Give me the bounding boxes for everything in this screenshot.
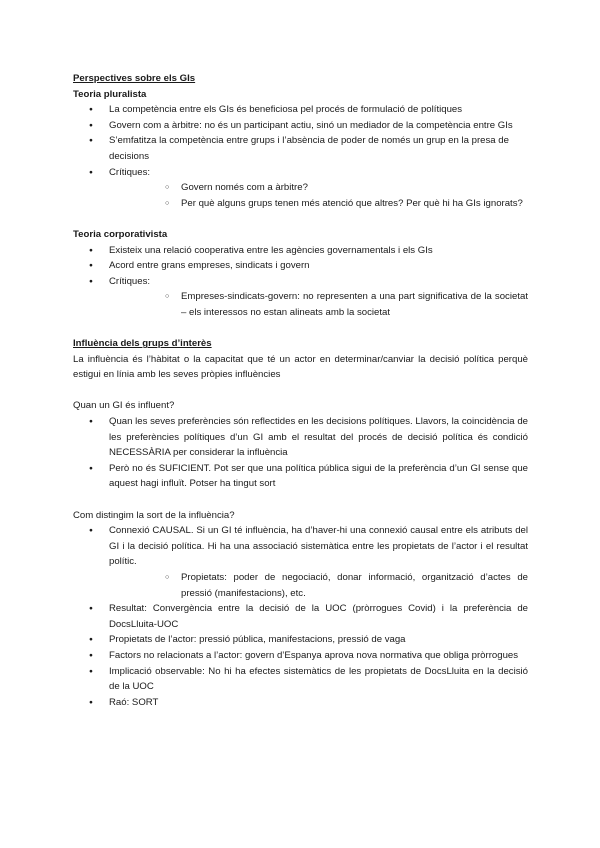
causal-connection-text: Connexió CAUSAL. Si un GI té influència, ha d’haver-hi una connexió causal entre els atributs del GI i la decisió política. Hi ha una associació sistemàtica entre les propietats de l’actor i el resultat polític.: [109, 525, 528, 568]
sub-list-item: ○ Propietats: poder de negociació, donar informació, organització d’actes de pressió (manifestacions), etc.: [145, 570, 528, 601]
when-influential-list: [73, 414, 528, 492]
pluralist-list: [73, 102, 528, 211]
sub-list-item: ○ Per què alguns grups tenen més atenció que altres? Per què hi ha GIs ignorats?: [145, 196, 528, 212]
section-heading-perspectives: Perspectives sobre els GIs: [73, 73, 196, 84]
list-item: [73, 523, 528, 601]
critiques-label: Crítiques:: [109, 275, 151, 287]
how-distinguish-list: [73, 523, 528, 710]
list-item: [73, 274, 528, 321]
list-item: ● Existeix una relació cooperativa entre les agències governamentals i els GIs: [73, 243, 528, 259]
sub-list-item: ○ Govern només com a àrbitre?: [145, 180, 528, 196]
list-item: ● Implicació observable: No hi ha efectes sistemàtics de les propietats de DocsLluita en la decisió de la UOC: [73, 664, 528, 695]
corporatist-list: [73, 243, 528, 321]
corporatist-critiques-list: [145, 289, 528, 320]
list-item: ● Propietats de l’actor: pressió pública, manifestacions, pressió de vaga: [73, 632, 528, 648]
list-item: ● Però no és SUFICIENT. Pot ser que una política pública sigui de la preferència d’un GI sense que aquest hagi influït. Potser ha tingut sort: [73, 461, 528, 492]
list-item: ● Quan les seves preferències són reflectides en les decisions polítiques. Llavors, la coincidència de les preferències polítiques d’un GI amb el resultat del procés de decisió política és condició NECESSÀRIA per considerar la influència: [73, 414, 528, 461]
properties-sub-list: [145, 570, 528, 601]
list-item: ● Govern com a àrbitre: no és un participant actiu, sinó un mediador de la competència entre GIs: [73, 118, 528, 134]
list-item: ● La competència entre els GIs és beneficiosa pel procés de formulació de polítiques: [73, 102, 528, 118]
list-item: ● Factors no relacionats a l’actor: govern d’Espanya aprova nova normativa que obliga pròrrogues: [73, 648, 528, 664]
sub-list-item: ○ Empreses-sindicats-govern: no representen a una part significativa de la societat – els interessos no estan alineats amb la societat: [145, 289, 528, 320]
subheading-corporatist: Teoria corporativista: [73, 228, 168, 240]
list-item: ● S’emfatitza la competència entre grups i l’absència de poder de només un grup en la presa de decisions: [73, 133, 528, 164]
list-item: ● Acord entre grans empreses, sindicats i govern: [73, 258, 528, 274]
influence-definition: La influència és l’hàbitat o la capacitat que té un actor en determinar/canviar la decisió política perquè estigui en línia amb les seves pròpies influències: [73, 353, 528, 381]
pluralist-critiques-list: [145, 180, 528, 211]
document-page: [73, 71, 528, 710]
subheading-pluralist: Teoria pluralista: [73, 88, 147, 100]
list-item: [73, 165, 528, 212]
question-how-distinguish: Com distingim la sort de la influència?: [73, 509, 235, 521]
question-when-influential: Quan un GI és influent?: [73, 400, 175, 412]
list-item: ● Resultat: Convergència entre la decisió de la UOC (pròrrogues Covid) i la preferència de DocsLluita-UOC: [73, 601, 528, 632]
section-heading-influence: Influència dels grups d’interès: [73, 338, 212, 350]
critiques-label: Crítiques:: [109, 166, 151, 178]
list-item: ● Raó: SORT: [73, 695, 528, 711]
